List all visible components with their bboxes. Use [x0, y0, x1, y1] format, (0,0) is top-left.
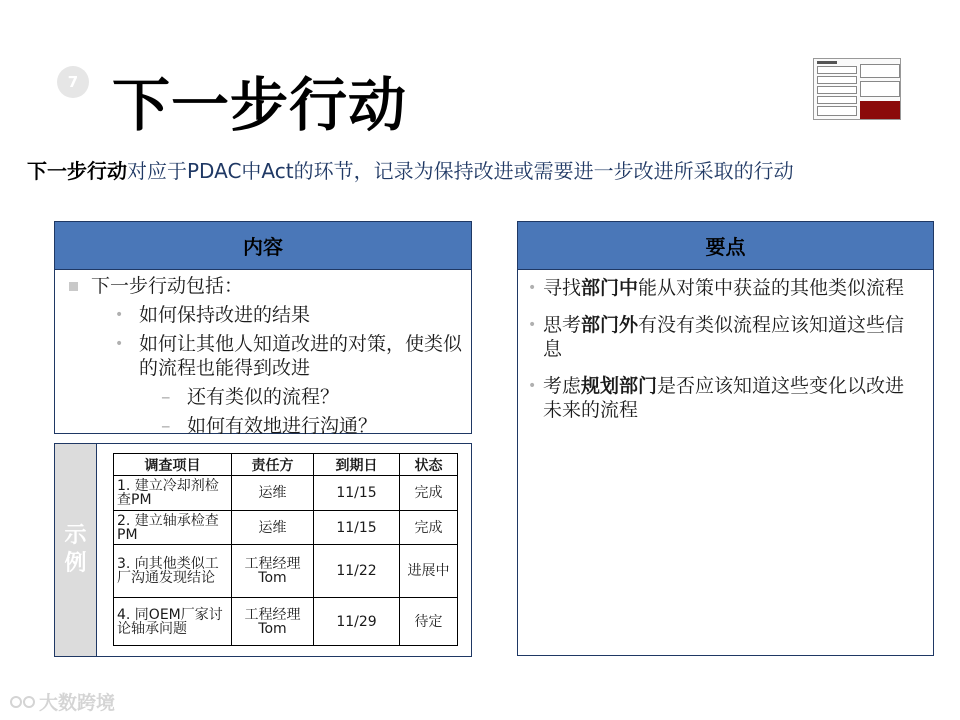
key-point-text: 考虑	[543, 375, 582, 397]
dash-bullet-icon: –	[161, 415, 171, 437]
page-subtitle	[27, 155, 794, 184]
column-header: 调查项目	[114, 454, 232, 476]
key-point-emphasis: 规划部门	[581, 375, 658, 397]
key-points-header: 要点	[518, 222, 933, 270]
table-header-row	[114, 454, 458, 476]
key-point-emphasis: 部门外	[581, 314, 639, 336]
content-panel-header: 内容	[55, 222, 471, 270]
content-subsubitem-text: 如何有效地进行沟通？	[187, 415, 378, 437]
key-points-panel	[517, 221, 934, 656]
table-row	[114, 545, 458, 598]
table-cell-status: 待定	[400, 598, 458, 646]
table-cell-due: 11/15	[314, 476, 400, 511]
example-label: 示例	[64, 523, 87, 576]
table-row	[114, 598, 458, 646]
content-subitem	[55, 303, 471, 327]
table-cell-status: 进展中	[400, 545, 458, 598]
table-cell-item: 4. 同OEM厂家讨论轴承问题	[114, 598, 232, 646]
table-cell-due: 11/29	[314, 598, 400, 646]
content-item-text: 下一步行动包括：	[91, 275, 244, 297]
dash-bullet-icon: –	[161, 386, 171, 408]
watermark-text: 大数跨境	[39, 692, 116, 714]
column-header: 责任方	[232, 454, 314, 476]
content-subsubitem	[55, 414, 471, 438]
content-item	[55, 274, 471, 298]
key-point-emphasis: 部门中	[581, 277, 639, 299]
key-point	[526, 276, 913, 300]
dot-bullet-icon: •	[115, 336, 124, 352]
table-cell-item: 3. 向其他类似工厂沟通发现结论	[114, 545, 232, 598]
key-point-text: 有没有类似流程应该知道这些信息	[543, 314, 905, 360]
table-row	[114, 476, 458, 511]
a3-thumbnail-image	[813, 58, 901, 120]
key-point-text: 思考	[543, 314, 582, 336]
watermark	[10, 688, 115, 715]
example-sidebar	[55, 444, 97, 656]
page-title: 下一步行动	[112, 71, 408, 139]
dot-bullet-icon: •	[528, 280, 537, 296]
content-panel	[54, 221, 472, 437]
key-point-text: 是否应该知道这些变化以改进未来的流程	[543, 375, 905, 421]
table-cell-status: 完成	[400, 511, 458, 545]
dot-bullet-icon: •	[528, 378, 537, 394]
slide-number-badge: 7	[57, 66, 89, 98]
table-cell-owner: 工程经理Tom	[232, 598, 314, 646]
table-cell-due: 11/15	[314, 511, 400, 545]
dot-bullet-icon: •	[528, 317, 537, 333]
table-cell-status: 完成	[400, 476, 458, 511]
action-table	[113, 453, 458, 646]
table-cell-due: 11/22	[314, 545, 400, 598]
table-cell-owner: 运维	[232, 476, 314, 511]
table-cell-owner: 运维	[232, 511, 314, 545]
column-header: 状态	[400, 454, 458, 476]
column-header: 到期日	[314, 454, 400, 476]
table-cell-item: 1. 建立冷却剂检查PM	[114, 476, 232, 511]
subtitle-bold-term: 下一步行动	[27, 159, 127, 183]
content-subitem-text: 如何保持改进的结果	[139, 304, 311, 326]
content-subsubitem	[55, 385, 471, 409]
table-cell-owner: 工程经理Tom	[232, 545, 314, 598]
example-panel	[54, 443, 472, 657]
content-subitem	[55, 332, 471, 380]
dot-bullet-icon: •	[115, 307, 124, 323]
key-point	[526, 313, 913, 361]
subtitle-text: 对应于PDAC中Act的环节，记录为保持改进或需要进一步改进所采取的行动	[127, 159, 794, 183]
content-subsubitem-text: 还有类似的流程？	[187, 386, 340, 408]
key-point-text: 寻找	[543, 277, 582, 299]
act-section-highlight	[860, 101, 900, 119]
table-cell-item: 2. 建立轴承检查PM	[114, 511, 232, 545]
key-point	[526, 374, 913, 422]
content-subitem-text: 如何让其他人知道改进的对策，使类似的流程也能得到改进	[139, 333, 463, 379]
watermark-logo-icon	[10, 696, 35, 708]
square-bullet-icon	[69, 282, 78, 291]
key-point-text: 能从对策中获益的其他类似流程	[638, 277, 905, 299]
table-row	[114, 511, 458, 545]
